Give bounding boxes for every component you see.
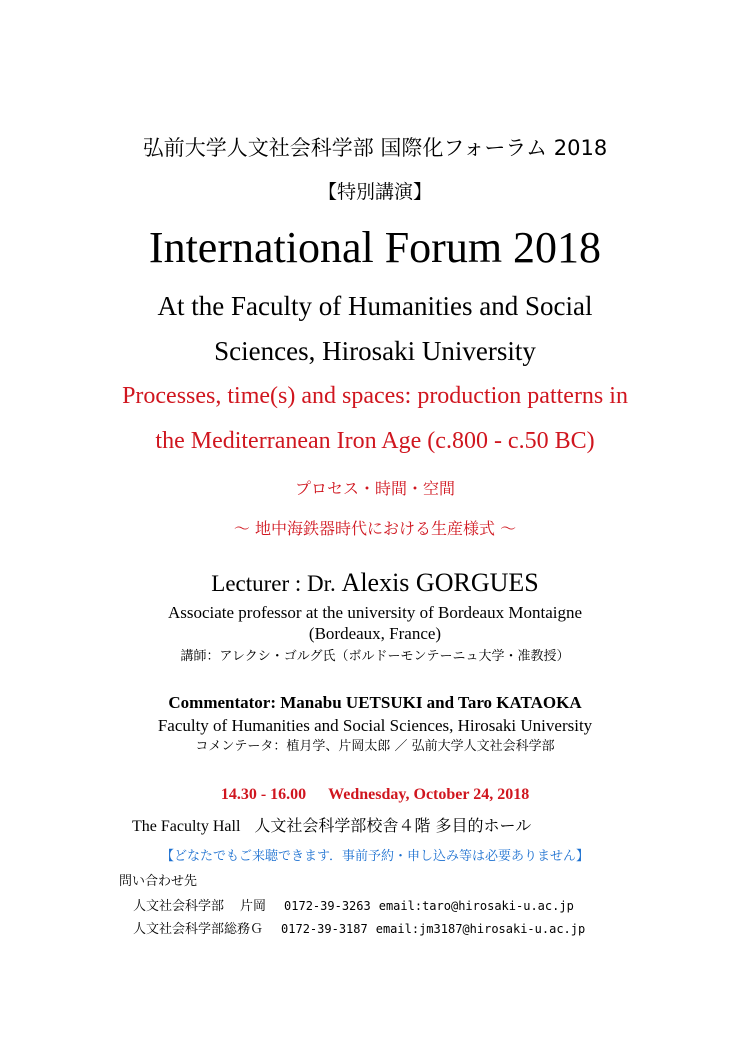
lecture-topic-line-2: the Mediterranean Iron Age (c.800 - c.50 BC) bbox=[155, 428, 595, 454]
attendance-notice: 【どなたでもご来聴できます．事前予約・申し込み等は必要ありません】 bbox=[161, 849, 589, 864]
lecturer-japanese: 講師：アレクシ・ゴルグ氏（ボルドーモンテーニュ大学・准教授） bbox=[180, 649, 570, 664]
lecture-topic-japanese-line-2: ～ 地中海鉄器時代における生産様式 ～ bbox=[233, 519, 517, 538]
lecturer-line bbox=[0, 568, 750, 598]
contact-email-link[interactable]: email:taro@hirosaki-u.ac.jp bbox=[378, 899, 574, 913]
subtitle-line-1: At the Faculty of Humanities and Social bbox=[157, 291, 593, 321]
special-lecture-label: 【特別講演】 bbox=[317, 181, 432, 203]
contact-dept: 人文社会科学部 bbox=[133, 899, 225, 914]
japanese-event-title: 弘前大学人文社会科学部 国際化フォーラム 2018 bbox=[142, 136, 608, 160]
venue-english: The Faculty Hall bbox=[132, 818, 241, 835]
contact-person: 片岡 bbox=[240, 899, 267, 914]
contact-phone: 0172-39-3263 bbox=[284, 899, 371, 913]
subtitle-line-2: Sciences, Hirosaki University bbox=[214, 336, 536, 366]
contact-email-link[interactable]: email:jm3187@hirosaki-u.ac.jp bbox=[375, 922, 586, 936]
lecture-topic-japanese-line-1: プロセス・時間・空間 bbox=[294, 479, 455, 498]
lecturer-label: Lecturer : bbox=[211, 571, 308, 596]
commentator-affiliation: Faculty of Humanities and Social Sciences, Hirosaki University bbox=[157, 716, 593, 735]
event-date: Wednesday, October 24, 2018 bbox=[328, 786, 530, 803]
contact-row bbox=[133, 900, 574, 915]
lecturer-affiliation-line-1: Associate professor at the university of Bordeaux Montaigne bbox=[167, 603, 583, 622]
lecturer-affiliation-line-2: (Bordeaux, France) bbox=[308, 624, 442, 643]
venue-japanese: 人文社会科学部校舎４階 多目的ホール bbox=[254, 816, 532, 835]
contact-dept: 人文社会科学部総務Ｇ bbox=[133, 922, 264, 937]
contact-heading: 問い合わせ先 bbox=[119, 874, 198, 889]
event-time: 14.30 - 16.00 bbox=[220, 786, 307, 803]
commentator-line: Commentator: Manabu UETSUKI and Taro KATAOKA bbox=[168, 693, 582, 712]
event-datetime bbox=[0, 786, 750, 804]
contact-row bbox=[133, 923, 585, 938]
contact-phone: 0172-39-3187 bbox=[281, 922, 368, 936]
commentator-japanese: コメンテータ：植月学、片岡太郎 ／ 弘前大学人文社会科学部 bbox=[195, 739, 555, 754]
lecture-topic-line-1: Processes, time(s) and spaces: production patterns in bbox=[122, 383, 628, 409]
event-venue bbox=[132, 817, 531, 836]
lecturer-title-prefix: Dr. bbox=[307, 571, 342, 596]
lecturer-name: Alexis GORGUES bbox=[341, 568, 539, 597]
page-title: International Forum 2018 bbox=[148, 223, 602, 272]
